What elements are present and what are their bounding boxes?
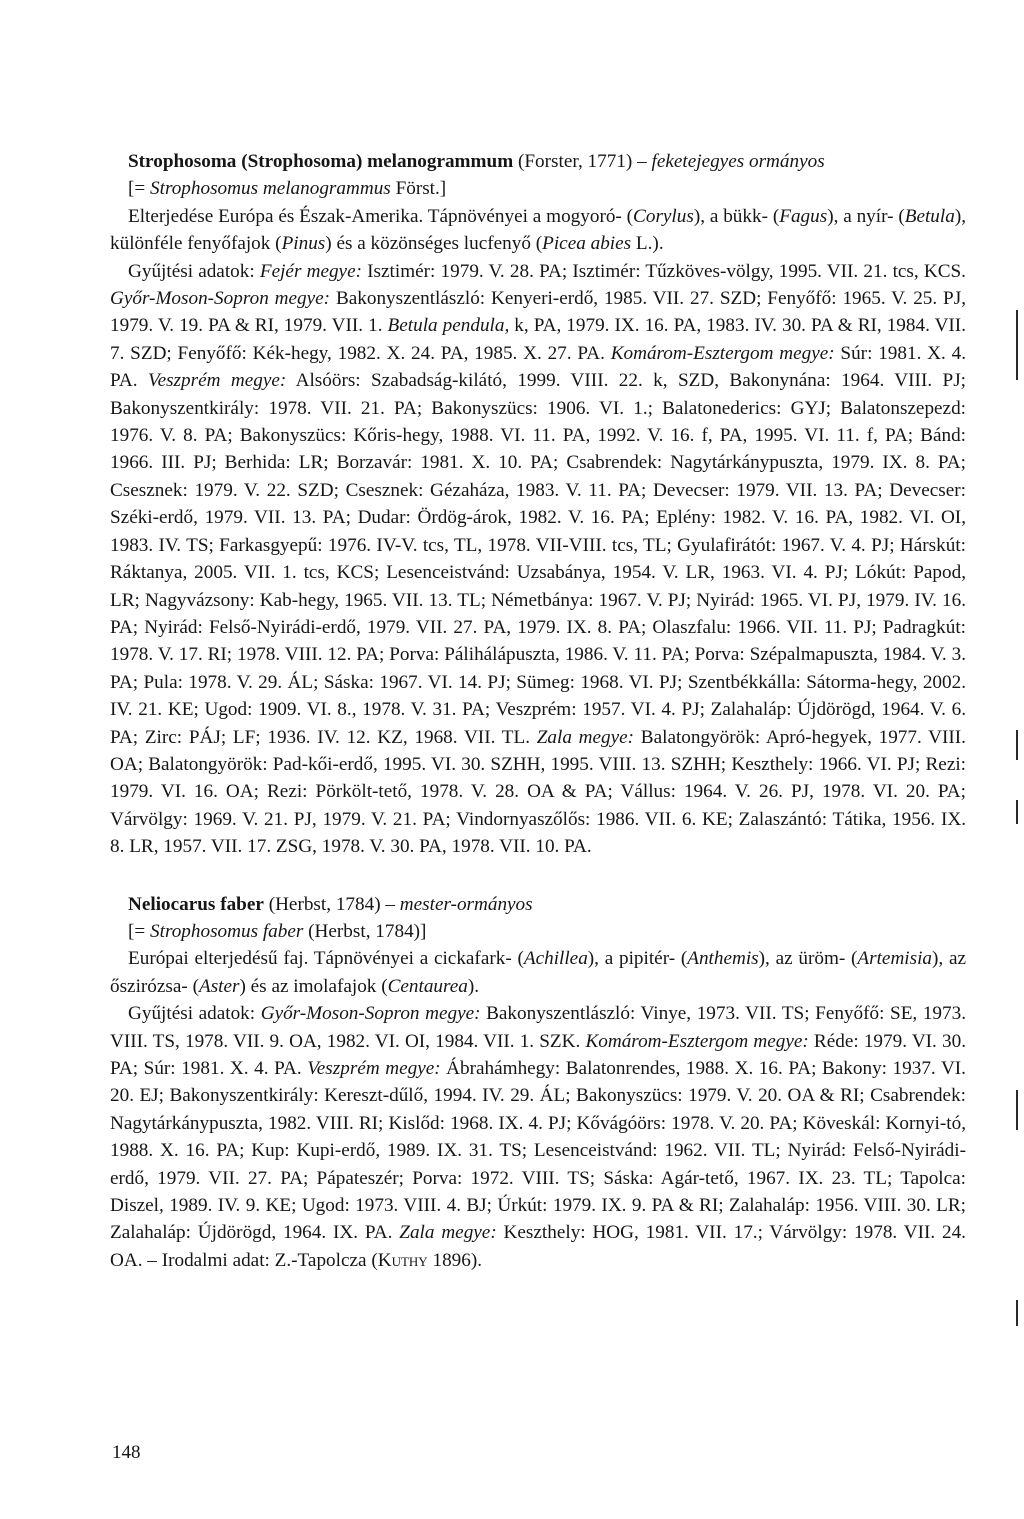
text-run: Isztimér: 1979. V. 28. PA; Isztimér: Tűzköves-völgy, 1995. VII. 21. tcs, KCS. bbox=[361, 260, 966, 282]
species-author: (Herbst, 1784) bbox=[268, 893, 381, 915]
collection-records bbox=[110, 258, 966, 861]
scan-mark bbox=[1016, 1090, 1018, 1130]
italic-term: Komárom-Esztergom megye: bbox=[610, 342, 835, 364]
italic-term: Komárom-Esztergom megye: bbox=[585, 1030, 809, 1052]
species-header bbox=[110, 891, 966, 918]
italic-term: Pinus bbox=[281, 233, 326, 255]
italic-term: Zala megye: bbox=[399, 1222, 497, 1244]
italic-term: Veszprém megye: bbox=[147, 370, 287, 392]
common-name: feketejegyes ormányos bbox=[651, 151, 825, 172]
italic-term: Győr-Moson-Sopron megye: bbox=[110, 288, 331, 310]
synonym-author: Först.] bbox=[390, 178, 447, 200]
text-run: ), az őszirózsa- ( bbox=[110, 948, 966, 997]
text-run: Súr: 1981. X. 4. PA. bbox=[110, 342, 966, 392]
species-author: (Forster, 1771) bbox=[517, 151, 633, 172]
common-name: mester-ormányos bbox=[399, 893, 533, 915]
text-run: Ábrahámhegy: Balatonrendes, 1988. X. 16. PA; Bakony: 1937. VI. 20. EJ; Bakonyszentkirály: Kereszt-dűlő, 1994. IV. 29. ÁL; Bakonyszücs: 1979. V. 20. OA & RI; Csabrendek: Nagytárkánypuszta, 1982. VIII. RI; Kislőd: 1968. IX. 4. PJ; Kővágóörs: 1978. V. 20. PA; Köveskál: Kornyi-tó, 1988. X. 16. PA; Kup: Kupi-erdő, 1989. IX. 31. TS; Lesenceistvánd: 1962. VII. TL; Nyirád: Felső-Nyirádi-erdő, 1979. VII. 27. PA; Pápateszér; Porva: 1972. VIII. TS; Sáska: Agár-tető, 1967. IX. 23. TL; Tapolca: Diszel, 1989. IV. 9. KE; Ugod: 1973. VIII. 4. BJ; Úrkút: 1979. IX. 9. PA & RI; Zalahaláp: 1956. VIII. 30. LR; Zalahaláp: Újdörögd, 1964. IX. PA. bbox=[110, 1058, 966, 1244]
italic-term: Corylus bbox=[633, 205, 694, 227]
italic-term: Fejér megye: bbox=[259, 260, 362, 282]
distribution-paragraph bbox=[110, 945, 966, 1000]
synonym: Strophosomus faber bbox=[150, 920, 304, 942]
text-run: 1896). bbox=[427, 1249, 483, 1271]
dash: – bbox=[632, 151, 652, 172]
italic-term: Betula bbox=[904, 205, 955, 227]
species-entry bbox=[110, 148, 966, 861]
text-run: Gyűjtési adatok: bbox=[128, 260, 260, 282]
text-run: Bakonyszentlászló: Kenyeri-erdő, 1985. VII. 27. SZD; Fenyőfő: 1965. V. 25. PJ, 1979. V. 19. PA & RI, 1979. VII. 1. bbox=[110, 288, 966, 337]
text-run: Tápnövényei a cickafark- ( bbox=[313, 948, 524, 970]
italic-term: Picea abies bbox=[542, 233, 632, 255]
page-number: 148 bbox=[112, 1442, 141, 1463]
species-name: Neliocarus faber bbox=[128, 893, 264, 915]
text-run: ), a nyír- ( bbox=[827, 205, 905, 227]
text-run: Tápnövényei a mogyoró- ( bbox=[427, 205, 634, 227]
synonym-line: [= Strophosomus melanogrammus Först.] bbox=[128, 178, 447, 200]
synonym-line: [= Strophosomus faber (Herbst, 1784)] bbox=[128, 920, 427, 942]
scan-mark bbox=[1016, 310, 1018, 380]
species-name: Strophosoma (Strophosoma) melanogrammum bbox=[128, 151, 514, 172]
text-run: Keszthely: HOG, 1981. VII. 17.; Várvölgy: 1978. VII. 24. OA. – Irodalmi adat: Z.-Tapolcza ( bbox=[110, 1222, 966, 1271]
synonym: Strophosomus melanogrammus bbox=[150, 178, 391, 200]
italic-term: Győr-Moson-Sopron megye: bbox=[260, 1003, 481, 1025]
text-run: k, PA, 1979. IX. 16. PA, 1983. IV. 30. PA & RI, 1984. VII. 7. SZD; Fenyőfő: Kék-hegy, 1982. X. 24. PA, 1985. X. 27. PA. bbox=[110, 315, 966, 364]
text-run: Gyűjtési adatok: bbox=[128, 1003, 261, 1025]
text-run: Bakonyszentlászló: Vinye, 1973. VII. TS; Fenyőfő: SE, 1973. VIII. TS, 1978. VII. 9. OA, 1982. VI. OI, 1984. VII. 1. SZK. bbox=[110, 1003, 966, 1052]
italic-term: Veszprém megye: bbox=[307, 1058, 441, 1079]
italic-term: Zala megye: bbox=[536, 726, 635, 748]
italic-term: Achillea bbox=[523, 948, 588, 970]
text-run: ), a bükk- ( bbox=[693, 205, 780, 227]
text-run: ), különféle fenyőfajok ( bbox=[110, 205, 966, 255]
text-run: Balatongyörök: Apró-hegyek, 1977. VIII. OA; Balatongyörök: Pad-kői-erdő, 1995. VI. 30. SZHH, 1995. VIII. 13. SZHH; Keszthely: 1966. VI. PJ; Rezi: 1979. VI. 16. OA; Rezi: Pörkölt-tető, 1978. V. 28. OA & PA; Vállus: 1964. V. 26. PJ, 1978. VI. 20. PA; Várvölgy: 1969. V. 21. PJ, 1979. V. 21. PA; Vindornyaszőlős: 1986. VII. 6. KE; Zalaszántó: Tátika, 1956. IX. 8. LR, 1957. VII. 17. ZSG, 1978. V. 30. PA, 1978. VII. 10. PA. bbox=[110, 726, 966, 858]
species-header bbox=[110, 148, 966, 175]
text-run: Alsóörs: Szabadság-kilátó, 1999. VIII. 22. k, SZD, Bakonynána: 1964. VIII. PJ; Bakonyszentkirály: 1978. VII. 21. PA; Bakonyszücs: 1906. VI. 1.; Balatonederics: GYJ; Balatonszepezd: 1976. V. 8. PA; Bakonyszücs: Kőris-hegy, 1988. VI. 11. PA, 1992. V. 16. f, PA, 1995. VI. 11. f, PA; Bánd: 1966. III. PJ; Berhida: LR; Borzavár: 1981. X. 10. PA; Csabrendek: Nagytárkánypuszta, 1979. IX. 8. PA; Csesznek: 1979. V. 22. SZD; Csesznek: Gézaháza, 1983. V. 11. PA; Devecser: 1979. VII. 13. PA; Devecser: Széki-erdő, 1979. VII. 13. PA; Dudar: Ördög-árok, 1982. V. 16. PA; Eplény: 1982. V. 16. PA, 1982. VI. OI, 1983. IV. TS; Farkasgyepű: 1976. IV-V. tcs, TL, 1978. VII-VIII. tcs, TL; Gyulafirátót: 1967. V. 4. PJ; Hárskút: Ráktanya, 2005. VII. 1. tcs, KCS; Lesenceistvánd: Uzsabánya, 1954. V. LR, 1963. VI. 4. PJ; Lókút: Papod, LR; Nagyvázsony: Kab-hegy, 1965. VII. 13. TL; Németbánya: 1967. V. PJ; Nyirád: 1965. VI. PJ, 1979. IV. 16. PA; Nyirád: Felső-Nyirádi-erdő, 1979. VII. 27. PA, 1979. IX. 8. PA; Olaszfalu: 1966. VII. 11. PJ; Padragkút: 1978. V. 17. RI; 1978. VIII. 12. PA; Porva: Pálihálápuszta, 1986. V. 11. PA; Porva: Szépalmapuszta, 1984. V. 3. PA; Pula: 1978. V. 29. ÁL; Sáska: 1967. VI. 14. PJ; Sümeg: 1968. VI. PJ; Szentbékkálla: Sátorma-hegy, 2002. IV. 21. KE; Ugod: 1909. VI. 8., 1978. V. 31. PA; Veszprém: 1957. VI. 4. PJ; Zalahaláp: Újdörögd, 1964. V. 6. PA; Zirc: PÁJ; LF; 1936. IV. 12. KZ, 1968. VII. TL. bbox=[110, 370, 967, 748]
scan-mark bbox=[1016, 800, 1018, 824]
document-page bbox=[110, 148, 966, 1274]
text-run: ) és az imolafajok ( bbox=[239, 975, 388, 997]
text-run: L.). bbox=[631, 233, 664, 255]
text-run: Réde: 1979. VI. 30. PA; Súr: 1981. X. 4. PA. bbox=[110, 1030, 966, 1079]
species-entry bbox=[110, 891, 966, 1275]
italic-term: Fagus bbox=[779, 205, 828, 227]
text-run: ), a pipitér- ( bbox=[587, 948, 688, 970]
italic-term: Anthemis bbox=[687, 948, 759, 970]
scan-mark bbox=[1016, 1300, 1018, 1326]
dash: – bbox=[380, 893, 400, 915]
text-run: ), az üröm- ( bbox=[758, 948, 858, 970]
distribution-text: Európai elterjedésű faj. bbox=[128, 948, 309, 970]
distribution-paragraph bbox=[110, 203, 966, 258]
collection-records bbox=[110, 1000, 966, 1274]
italic-term: Betula pendula, bbox=[387, 315, 510, 337]
italic-term: Centaurea bbox=[387, 975, 468, 997]
distribution-text: Elterjedése Európa és Észak-Amerika. bbox=[128, 205, 424, 227]
text-run: ) és a közönséges lucfenyő ( bbox=[325, 233, 543, 255]
italic-term: Aster bbox=[198, 975, 240, 997]
author-citation: Kuthy bbox=[377, 1249, 428, 1271]
scan-mark bbox=[1016, 730, 1018, 760]
italic-term: Artemisia bbox=[857, 948, 933, 970]
synonym-author: (Herbst, 1784)] bbox=[303, 920, 427, 942]
text-run: ). bbox=[467, 975, 480, 997]
